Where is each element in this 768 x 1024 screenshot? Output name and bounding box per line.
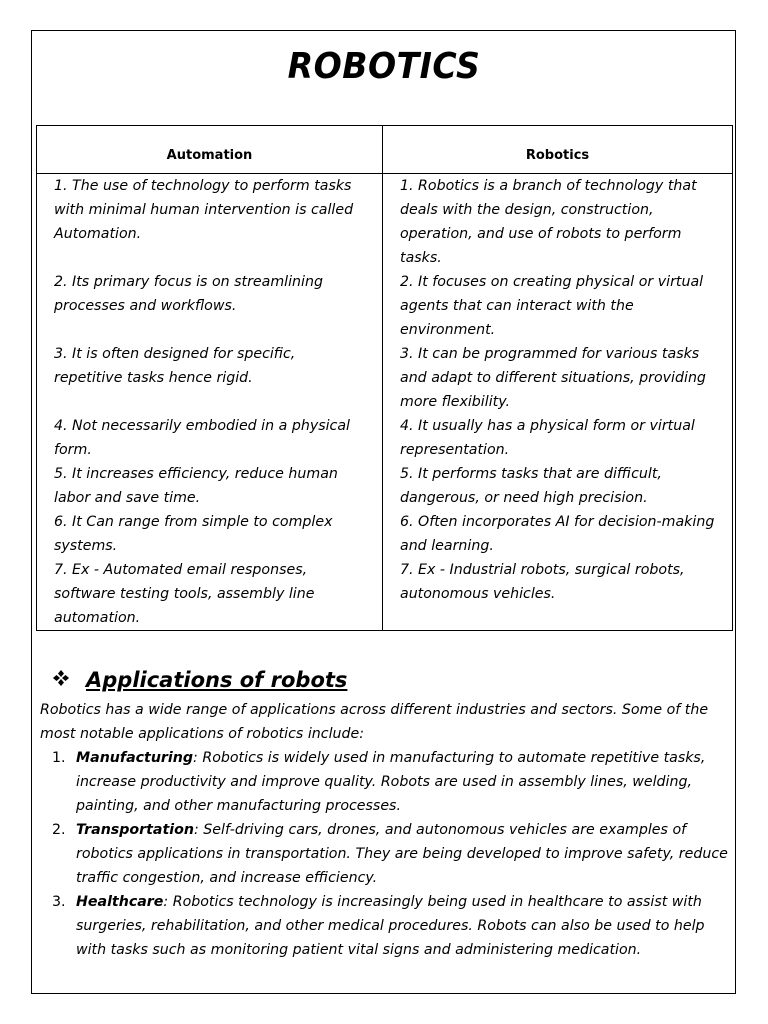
application-term: Manufacturing <box>76 750 194 766</box>
automation-point: 6. It Can range from simple to complex systems. <box>54 514 333 554</box>
robotics-cell <box>383 174 733 631</box>
robotics-point: 6. Often incorporates AI for decision-making and learning. <box>400 514 715 554</box>
robotics-point: 3. It can be programmed for various tasks and adapt to different situations, providing more flexibility. <box>400 346 706 410</box>
page-title: ROBOTICS <box>287 46 481 87</box>
column-header-robotics: Robotics <box>383 126 733 174</box>
application-term: Transportation <box>76 822 194 838</box>
list-number: 1. <box>52 750 66 766</box>
column-header-automation: Automation <box>37 126 383 174</box>
list-item <box>40 890 732 962</box>
applications-heading <box>52 664 347 696</box>
four-diamond-bullet-icon <box>52 669 74 692</box>
robotics-point: 5. It performs tasks that are difficult, dangerous, or need high precision. <box>400 466 662 506</box>
automation-point: 5. It increases efficiency, reduce human labor and save time. <box>54 466 338 506</box>
list-number: 3. <box>52 894 66 910</box>
robotics-point: 2. It focuses on creating physical or virtual agents that can interact with the environment. <box>400 274 704 338</box>
robotics-point: 4. It usually has a physical form or virtual representation. <box>400 418 695 458</box>
applications-list <box>40 746 732 962</box>
list-number: 2. <box>52 822 66 838</box>
applications-heading-text: Applications of robots <box>86 668 348 692</box>
application-text: : Self-driving cars, drones, and autonomous vehicles are examples of robotics applications in transportation. They are being developed to improve safety, reduce traffic congestion, and increase efficiency. <box>76 822 728 886</box>
automation-point: 1. The use of technology to perform tasks with minimal human intervention is called Automation. <box>54 178 354 242</box>
applications-intro: Robotics has a wide range of applications across different industries and sectors. Some of the most notable applications of robotics include: <box>40 702 709 742</box>
automation-point: 3. It is often designed for specific, repetitive tasks hence rigid. <box>54 346 296 386</box>
automation-cell <box>37 174 383 631</box>
automation-point: 4. Not necessarily embodied in a physical form. <box>54 418 350 458</box>
robotics-point: 7. Ex - Industrial robots, surgical robots, autonomous vehicles. <box>400 562 685 602</box>
automation-point: 2. Its primary focus is on streamlining processes and workflows. <box>54 274 323 314</box>
application-text: : Robotics technology is increasingly being used in healthcare to assist with surgeries, rehabilitation, and other medical procedures. Robots can also be used to help with tasks such as monitoring patient vital signs and administering medication. <box>76 894 705 958</box>
robotics-point: 1. Robotics is a branch of technology that deals with the design, construction, operation, and use of robots to perform tasks. <box>400 178 697 266</box>
comparison-table <box>36 125 733 631</box>
application-term: Healthcare <box>76 894 164 910</box>
automation-point: 7. Ex - Automated email responses, software testing tools, assembly line automation. <box>54 562 315 626</box>
application-text: : Robotics is widely used in manufacturing to automate repetitive tasks, increase productivity and improve quality. Robots are used in assembly lines, welding, painting, and other manufacturing processes. <box>76 750 706 814</box>
list-item <box>40 746 732 818</box>
list-item <box>40 818 732 890</box>
